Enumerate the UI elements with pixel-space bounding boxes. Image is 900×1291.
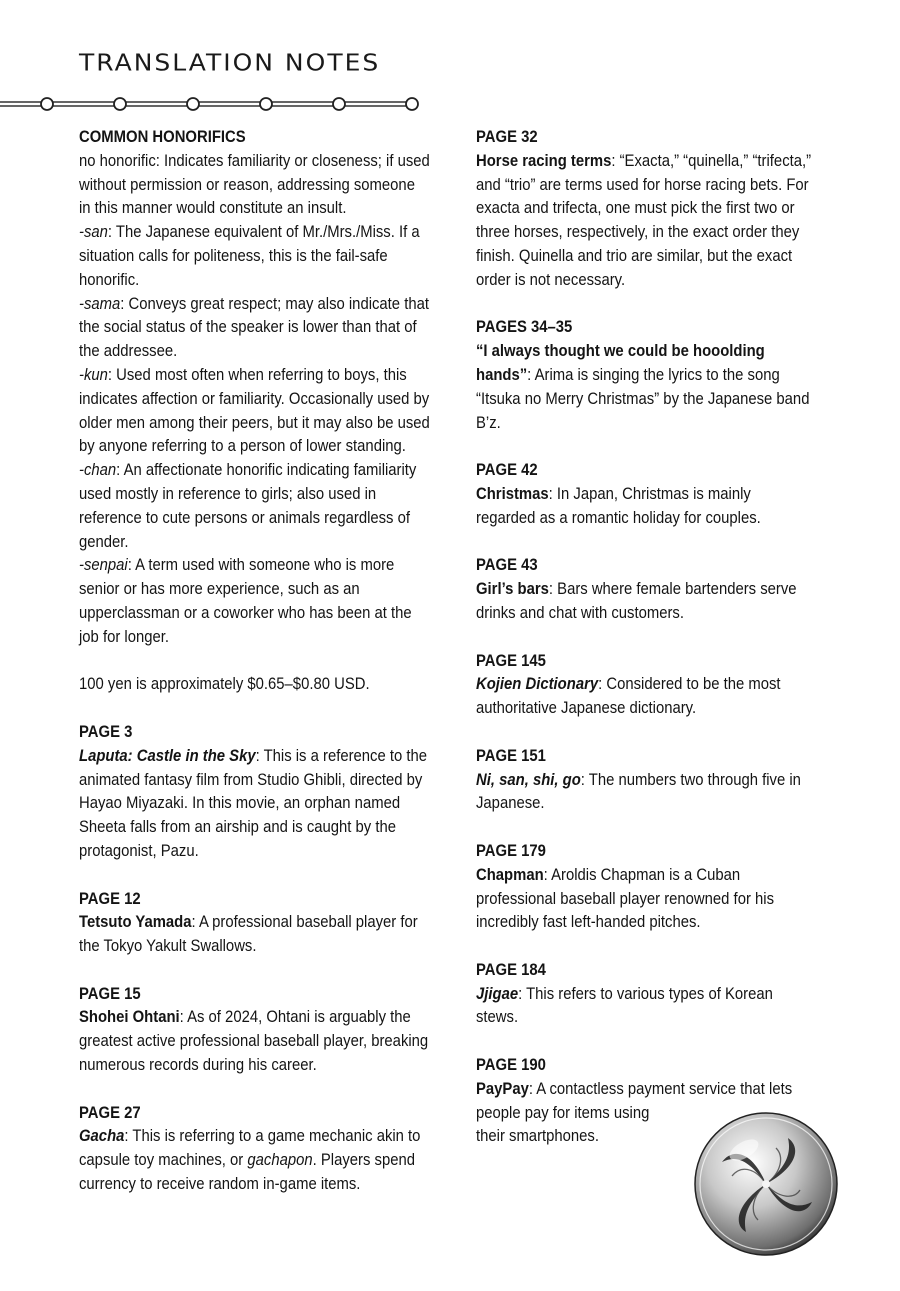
note-page-179 [476, 864, 814, 935]
note-page-15 [79, 1006, 430, 1077]
note-text: : The Japanese equivalent of Mr./Mrs./Miss. If a situation calls for politeness, this is the fail-safe honorific. [79, 223, 420, 289]
note-term: -san [79, 223, 108, 242]
note-text: their smartphones. [476, 1127, 599, 1146]
note-term: Gacha [79, 1127, 125, 1146]
page-heading: PAGE 190 [476, 1056, 546, 1075]
note-text: : This is referring to a game mechanic akin to capsule toy machines, or [79, 1127, 421, 1170]
note-page-3 [79, 745, 430, 864]
page-heading: PAGE 3 [79, 722, 133, 741]
page-heading: PAGE 184 [476, 960, 546, 979]
note-term: -kun [79, 365, 108, 384]
section-heading: COMMON HONORIFICS [79, 128, 246, 146]
note-term: -senpai [79, 556, 128, 575]
page-heading: PAGE 32 [476, 128, 538, 146]
note-text: : Used most often when referring to boys, this indicates affection or familiarity. Occasionally used by older men among their peers, but it may also be used by anyone referring to a person of lower standing. [79, 365, 430, 456]
left-column [79, 126, 430, 1197]
note-page-43 [476, 578, 814, 626]
note-chan [79, 459, 430, 554]
page-heading: PAGE 145 [476, 651, 546, 670]
note-text: : Conveys great respect; may also indicate that the social status of the speaker is lower than that of the addressee. [79, 294, 429, 361]
note-term: Chapman [476, 865, 544, 884]
right-column [476, 126, 814, 1149]
note-text: : Indicates familiarity or closeness; if used without permission or reason, addressing someone in this manner would constitute an insult. [79, 151, 430, 218]
note-sama [79, 293, 430, 364]
page-heading: PAGE 42 [476, 461, 538, 480]
note-italic: gachapon [247, 1151, 313, 1170]
page-heading: PAGE 15 [79, 984, 141, 1003]
note-term: Christmas [476, 484, 549, 503]
note-page-42 [476, 483, 814, 531]
note-term: Shohei Ohtani [79, 1008, 180, 1027]
note-text: : A professional baseball player for the Tokyo Yakult Swallows. [79, 913, 418, 956]
note-text: : As of 2024, Ohtani is arguably the greatest active professional baseball player, breaking numerous records during his career. [79, 1008, 429, 1075]
note-page-184 [476, 983, 814, 1031]
note-term: Kojien Dictionary [476, 675, 599, 694]
note-yen: 100 yen is approximately $0.65–$0.80 USD. [79, 675, 370, 694]
page-heading: PAGE 12 [79, 889, 141, 908]
note-kun [79, 364, 430, 459]
note-no-honorific [79, 150, 430, 221]
note-text: : Bars where female bartenders serve drinks and chat with customers. [476, 580, 797, 622]
page-heading: PAGE 151 [476, 746, 546, 765]
note-text: : An affectionate honorific indicating familiarity used mostly in reference to girls; also used in reference to cute persons or animals regardless of gender. [79, 461, 417, 551]
page-heading: PAGE 43 [476, 556, 538, 575]
note-text: : “Exacta,” “quinella,” “trifecta,” and “trio” are terms used for horse racing bets. For exacta and trifecta, one must pick the first two or three horses, respectively, in the exact order they finish. Quinella and trio are similar, but the exact order is not necessary. [476, 151, 812, 289]
note-text: : In Japan, Christmas is mainly regarded as a romantic holiday for couples. [476, 484, 761, 527]
page-title: TRANSLATION NOTES [79, 49, 381, 76]
note-text: . Players spend currency to receive random in-game items. [79, 1151, 415, 1194]
note-text: : A contactless payment service that lets people pay for items using [476, 1079, 793, 1122]
note-term: Ni, san, shi, go [476, 770, 581, 789]
note-text: : Aroldis Chapman is a Cuban professional baseball player renowned for his incredibly fast left-handed pitches. [476, 865, 775, 932]
note-page-12 [79, 911, 430, 959]
note-text: : A term used with someone who is more senior or has more experience, such as an upperclassman or a coworker who has been at the job for longer. [79, 556, 412, 646]
note-text: : This is a reference to the animated fantasy film from Studio Ghibli, directed by Hayao Miyazaki. In this movie, an orphan named Sheeta falls from an airship and is caught by the protagonist, Pazu. [79, 746, 428, 860]
note-text: : The numbers two through five in Japanese. [476, 770, 801, 813]
note-term: PayPay [476, 1079, 529, 1098]
note-term: -chan [79, 461, 117, 480]
note-page-32 [476, 150, 814, 293]
note-page-151 [476, 769, 814, 817]
note-page-145 [476, 673, 814, 721]
page-heading: PAGES 34–35 [476, 318, 573, 337]
page-heading: PAGE 179 [476, 841, 546, 860]
note-san [79, 221, 430, 292]
note-term: -sama [79, 294, 121, 313]
note-term: no honorific [79, 151, 156, 170]
note-term: Jjigae [476, 984, 519, 1003]
note-text: : Arima is singing the lyrics to the song “Itsuka no Merry Christmas” by the Japanese band B’z. [476, 365, 810, 432]
note-term: Tetsuto Yamada [79, 913, 192, 932]
note-text: : Considered to be the most authoritative Japanese dictionary. [476, 675, 781, 718]
note-term: Horse racing terms [476, 151, 612, 170]
note-term: “I always thought we could be hooolding hands” [476, 342, 765, 384]
note-page-34 [476, 340, 814, 435]
page-heading: PAGE 27 [79, 1103, 141, 1122]
note-page-27 [79, 1125, 430, 1196]
note-text: : This refers to various types of Korean stews. [476, 984, 773, 1027]
note-term: Laputa: Castle in the Sky [79, 746, 256, 765]
rail-divider-icon [0, 94, 425, 116]
note-senpai [79, 554, 430, 649]
swirl-orb-icon [692, 1110, 840, 1258]
note-term: Girl’s bars [476, 580, 549, 599]
